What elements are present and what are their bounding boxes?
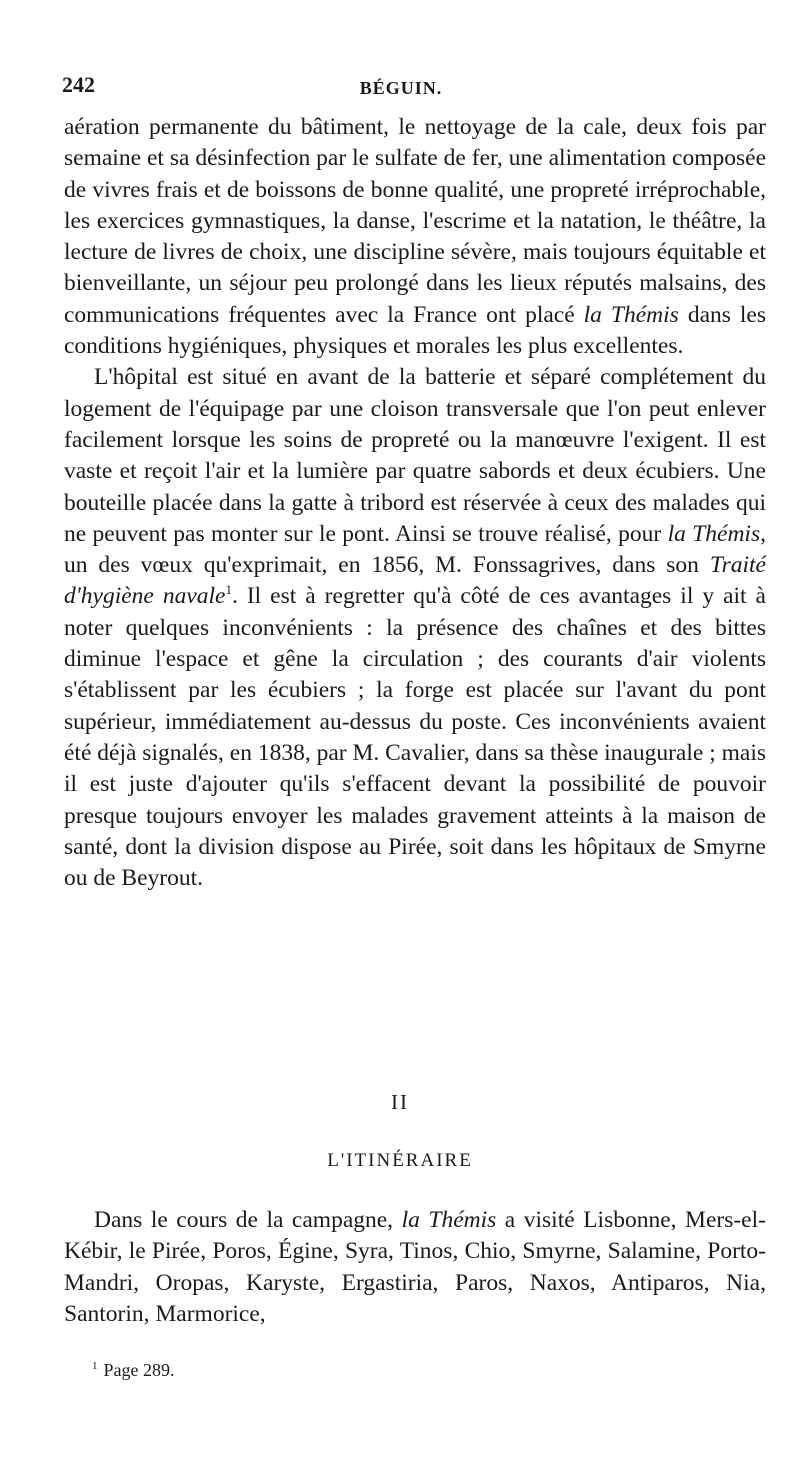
page-header: [62, 72, 740, 102]
running-head: BÉGUIN.: [359, 78, 443, 98]
paragraph-3: [64, 1205, 766, 1330]
paragraph-2: [64, 362, 766, 894]
paragraph-2-text-a: L'hôpital est situé en avant de la batterie et séparé complétement du logement de l'équipage par une cloison transversale que l'on peut enlever facilement lorsque les soins de propreté ou la manœuvre l'exigent. Il est vaste et reçoit l'air et la lumière par quatre sabords et deux écubiers. Une bouteille placée dans la gatte à tribord est réservée à ceux des malades qui ne peuvent pas monter sur le pont. Ainsi se trouve réalisé, pour: [64, 364, 766, 547]
page-number: 242: [62, 72, 95, 97]
footnote-reference: 1: [225, 582, 232, 598]
body-text-top: [64, 112, 766, 894]
section-number: II: [391, 1090, 409, 1114]
book-title: Traité d'hygiène navale: [64, 552, 766, 610]
footnote-text: Page 289.: [103, 1360, 175, 1380]
footnote: [92, 1360, 175, 1381]
ship-name: la Thémis: [583, 301, 679, 328]
paragraph-3-text-a: Dans le cours de la campagne,: [94, 1207, 402, 1233]
ship-name: la Thémis: [667, 520, 761, 547]
paragraph-1-text: aération permanente du bâtiment, le nettoyage de la cale, deux fois par semaine et sa désinfection par le sulfate de fer, une alimentation composée de vivres frais et de boissons de bonne qualité, une propreté irréprochable, les exercices gymnastiques, la danse, l'escrime et la natation, le théâtre, la lecture de livres de choix, une discipline sévère, mais toujours équitable et bienveillante, un séjour peu prolongé dans les lieux réputés malsains, des communications fréquentes avec la France ont placé: [64, 114, 766, 328]
paragraph-3-text-b: a visité Lisbonne, Mers-el-Kébir, le Pirée, Poros, Égine, Syra, Tinos, Chio, Smyrne, Salamine, Porto-Mandri, Oropas, Karyste, Ergastiria, Paros, Naxos, Antiparos, Nia, Santorin, Marmorice,: [64, 1207, 766, 1327]
paragraph-2-text-b: , un des vœux qu'exprimait, en 1856, M. Fonssagrives, dans son: [64, 520, 766, 579]
body-text-bottom: [64, 1205, 766, 1330]
paragraph-1: [64, 112, 766, 362]
footnote-mark: 1: [92, 1360, 98, 1372]
section-title: L'ITINÉRAIRE: [327, 1150, 473, 1171]
paragraph-2-text-c: . Il est à regretter qu'à côté de ces avantages il y ait à noter quelques inconvénients : la présence des chaînes et des bittes diminue l'espace et gêne la circulation ; des courants d'air violents s'établissent par les écubiers ; la forge est placée sur l'avant du pont supérieur, immédiatement au-dessus du poste. Ces inconvénients avaient été déjà signalés, en 1838, par M. Cavalier, dans sa thèse inaugurale ; mais il est juste d'ajouter qu'ils s'effacent devant la possibilité de pouvoir presque toujours envoyer les malades gravement atteints à la maison de santé, dont la division dispose au Pirée, soit dans les hôpitaux de Smyrne ou de Beyrout.: [64, 583, 766, 892]
ship-name: la Thémis: [401, 1207, 497, 1233]
paragraph-1-end: dans les conditions hygiéniques, physiques et morales les plus excellentes.: [64, 301, 766, 360]
